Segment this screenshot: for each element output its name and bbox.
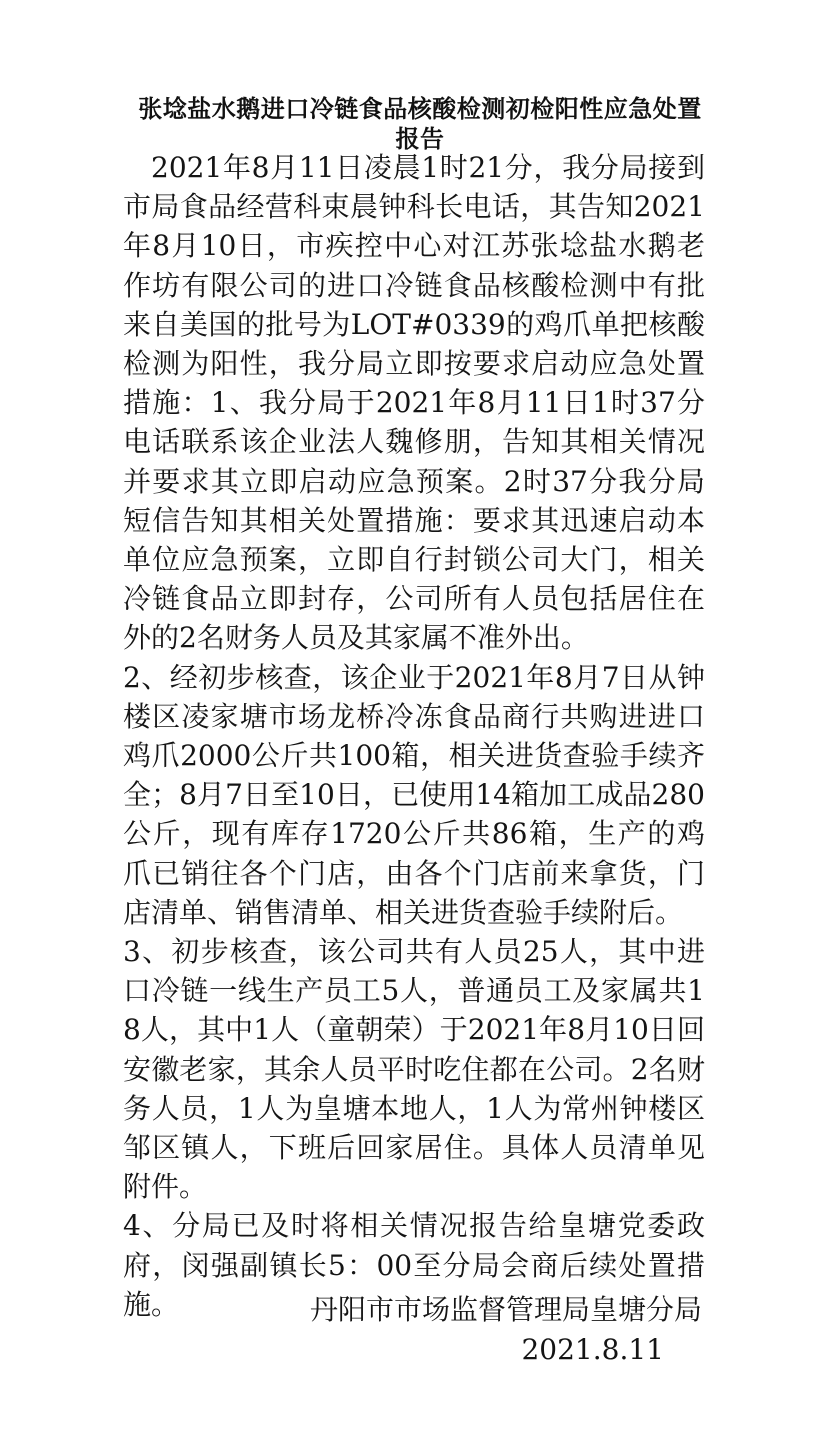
issue-date: 2021.8.11 [521, 1333, 664, 1366]
issuing-authority: 丹阳市市场监督管理局皇塘分局 [309, 1293, 702, 1326]
paragraph-1: 2021年8月11日凌晨1时21分，我分局接到市局食品经营科束晨钟科长电话，其告知2021年8月10日，市疾控中心对江苏张埝盐水鹅老作坊有限公司的进口冷链食品核酸检测中有批来自美国的批号为LOT#0339的鸡爪单把核酸检测为阳性，我分局立即按要求启动应急处置措施：1、我分局于2021年8月11日1时37分电话联系该企业法人魏修朋，告知其相关情况并要求其立即启动应急预案。2时37分我分局短信告知其相关处置措施：要求其迅速启动本单位应急预案，立即自行封锁公司大门，相关冷链食品立即封存，公司所有人员包括居住在外的2名财务人员及其家属不准外出。 [123, 151, 705, 655]
paragraph-3: 3、初步核查，该公司共有人员25人，其中进口冷链一线生产员工5人，普通员工及家属共18人，其中1人（童朝荣）于2021年8月10日回安徽老家，其余人员平时吃住都在公司。2名财务人员，1人为皇塘本地人，1人为常州钟楼区邹区镇人，下班后回家居住。具体人员清单见附件。 [123, 935, 705, 1204]
document-title [110, 94, 730, 154]
paragraph-2: 2、经初步核查，该企业于2021年8月7日从钟楼区凌家塘市场龙桥冷冻食品商行共购进进口鸡爪2000公斤共100箱，相关进货查验手续齐全；8月7日至10日，已使用14箱加工成品280公斤，现有库存1720公斤共86箱，生产的鸡爪已销往各个门店，由各个门店前来拿货，门店清单、销售清单、相关进货查验手续附后。 [123, 660, 705, 929]
document-title-line-1: 张埝盐水鹅进口冷链食品核酸检测初检阳性应急处置 [138, 95, 702, 123]
document-title-line-2: 报告 [395, 125, 445, 153]
document-body [123, 148, 705, 1324]
signature-block [310, 1290, 702, 1370]
paragraph-4: 4、分局已及时将相关情况报告给皇塘党委政府，闵强副镇长5：00至分局会商后续处置措施。 [123, 1209, 705, 1321]
